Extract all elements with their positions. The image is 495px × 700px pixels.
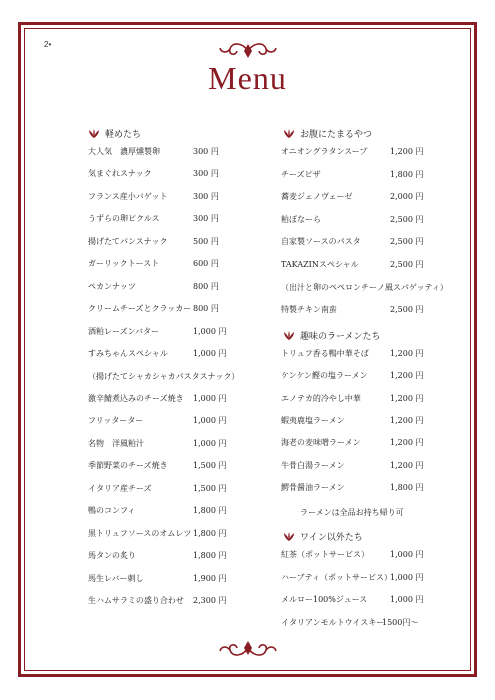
menu-item-price: 1,000 円 (193, 416, 227, 426)
menu-item-price: 1,900 円 (193, 573, 227, 583)
menu-item-price: 800 円 (193, 304, 219, 314)
menu-item-name: 気まぐれスナック (88, 169, 152, 179)
section-title: お腹にたまるやつ (300, 130, 373, 140)
menu-item-name: 馬タンの炙り (88, 551, 136, 561)
bottom-ornament-icon (218, 637, 278, 659)
menu-item-name: ペカンナッツ (88, 281, 136, 291)
menu-item-name: オニオングラタンスープ (281, 147, 368, 156)
menu-item-name: 馬生レバー刺し (88, 573, 144, 583)
menu-item-price: 2,500 円 (390, 305, 424, 315)
section-ramen (283, 329, 381, 342)
menu-item-name: すみちゃんスペシャル (88, 349, 168, 359)
menu-item-price: 1,800 円 (193, 528, 227, 538)
menu-item-name: ハーブティ（ポットサービス） (281, 572, 392, 582)
menu-item-name: チーズピザ (281, 169, 321, 179)
page-number: 2• (44, 40, 52, 49)
menu-item-price: 1,800 円 (390, 169, 424, 179)
menu-item-price: 2,500 円 (390, 214, 424, 224)
menu-item-price: 300 円 (193, 147, 219, 156)
top-ornament-icon (218, 40, 278, 62)
menu-item-price: 1,000 円 (193, 438, 227, 448)
menu-item-price: 2,000 円 (390, 192, 424, 202)
menu-item-name: 名物 洋風粕汁 (88, 438, 144, 448)
menu-item-name: 季節野菜のチーズ焼き (88, 461, 168, 471)
menu-item-price: 1,200 円 (390, 349, 424, 358)
menu-item-name: 特製チキン南蛮 (281, 305, 337, 315)
menu-item-price: 1,000 円 (390, 595, 424, 605)
section-title: 軽めたち (105, 130, 142, 140)
menu-item-name: 酒粕レーズンバター (88, 326, 160, 336)
menu-item-name: ガーリックトースト (88, 259, 160, 269)
menu-item-price: 1,000 円 (390, 550, 424, 559)
leaf-icon (283, 129, 295, 139)
menu-item-name: クリームチーズとクラッカー (88, 304, 192, 314)
menu-item-price: 1,000 円 (193, 326, 227, 336)
menu-item-name: メルロー100%ジュース (281, 595, 368, 605)
menu-item-price: 1,800 円 (193, 551, 227, 561)
menu-item-name: ケンケン鰹の塩ラーメン (281, 371, 368, 381)
ramen-takeout-note: ラーメンは全品お持ち帰り可 (300, 508, 404, 517)
menu-item-price: 1,000 円 (193, 393, 227, 403)
menu-item-price: 800 円 (193, 281, 219, 291)
menu-item-price: 1,200 円 (390, 147, 424, 156)
section-non-wine (283, 530, 363, 543)
menu-item-price: 300 円 (193, 191, 219, 201)
menu-item-price: 1,800 円 (390, 482, 424, 492)
menu-item-name: 生ハムサラミの盛り合わせ (88, 596, 184, 605)
leaf-icon (283, 532, 295, 542)
menu-item-name: 牛骨白湯ラーメン (281, 460, 345, 470)
menu-item-name: イタリアンモルトウイスキー (281, 617, 385, 627)
menu-item-price: 1500円～ (382, 617, 419, 627)
menu-item-price: 300 円 (193, 214, 219, 224)
menu-item-name: 大人気 濃厚燻製卵 (88, 147, 160, 156)
menu-item-name: （出汁と卵のペペロンチーノ風スパゲッティ） (281, 282, 448, 292)
section-title: 趣味のラーメンたち (300, 332, 381, 342)
menu-item-name: 蕎麦ジェノヴェーゼ (281, 192, 353, 202)
menu-item-name: 蝦夷鹿塩ラーメン (281, 415, 345, 425)
menu-item-price: 1,200 円 (390, 371, 424, 381)
menu-item-price: 2,500 円 (390, 260, 424, 269)
menu-item-price: 1,500 円 (193, 461, 227, 471)
menu-item-name: TAKAZINスペシャル (281, 260, 359, 269)
menu-item-price: 300 円 (193, 169, 219, 179)
menu-item-name: イタリア産チーズ (88, 483, 152, 493)
menu-item-name: フランス産小バゲット (88, 191, 168, 201)
menu-item-name: （揚げたてシャカシャカパスタスナック） (88, 371, 240, 381)
menu-item-price: 1,500 円 (193, 483, 227, 493)
leaf-icon (283, 331, 295, 341)
menu-item-name: 粕ぼなーら (281, 214, 321, 224)
menu-item-price: 2,500 円 (390, 237, 424, 247)
menu-item-name: うずらの卵ピクルス (88, 214, 160, 224)
menu-item-price: 1,000 円 (193, 349, 227, 359)
menu-item-price: 1,800 円 (193, 506, 227, 516)
menu-item-price: 600 円 (193, 259, 219, 269)
menu-item-price: 1,200 円 (390, 393, 424, 403)
section-filling-dishes (283, 127, 372, 140)
menu-item-price: 2,300 円 (193, 596, 227, 605)
leaf-icon (88, 129, 100, 139)
menu-item-name: 揚げたてパンスナック (88, 236, 168, 246)
menu-item-price: 1,200 円 (390, 415, 424, 425)
page-title: Menu (208, 60, 287, 96)
menu-item-name: 紅茶（ポットサービス） (281, 550, 369, 559)
menu-item-price: 500 円 (193, 236, 219, 246)
menu-item-name: 自家製ソースのパスタ (281, 237, 361, 247)
menu-item-name: 鰐骨醤油ラーメン (281, 482, 345, 492)
menu-item-name: トリュフ香る鴨中華そば (281, 349, 369, 358)
menu-item-name: 鴨のコンフィ (88, 506, 136, 516)
menu-item-name: フリッターター (88, 416, 144, 426)
menu-item-price: 1,200 円 (390, 460, 424, 470)
section-light-dishes (88, 127, 141, 140)
menu-item-name: エノテカ的冷やし中華 (281, 393, 361, 403)
menu-item-price: 1,000 円 (390, 572, 424, 582)
menu-item-price: 1,200 円 (390, 438, 424, 448)
menu-item-name: 黒トリュフソースのオムレツ (88, 528, 192, 538)
section-title: ワイン以外たち (300, 533, 363, 543)
menu-item-name: 海老の麦味噌ラーメン (281, 438, 361, 448)
menu-item-name: 激辛鯖煮込みのチーズ焼き (88, 393, 184, 403)
